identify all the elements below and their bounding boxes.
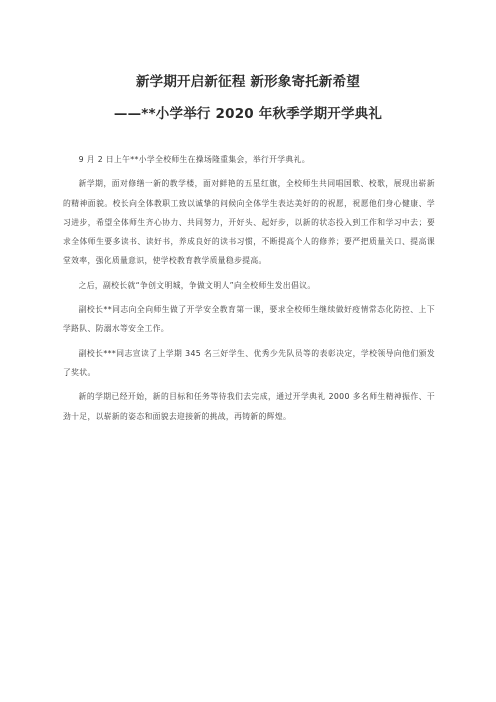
- paragraph: 副校长**同志向全向师生做了开学安全教育第一课，要求全校师生继续做好疫情常态化防控、上下学路队、防溺水等安全工作。: [63, 305, 435, 334]
- paragraph: 新学期，面对修缮一新的教学楼，面对鲜艳的五星红旗，全校师生共同唱国歌、校歌，展现出崭新的精神面貌。校长向全体教职工致以诚挚的问候向全体学生表达美好的的祝愿，祝愿他们身心健康、学习进步，希望全体师生齐心协力、共同努力，开好头、起好步，以新的状态投入到工作和学习中去；要求全体师生要多读书、读好书，养成良好的读书习惯，不断提高个人的修养；要严把质量关口、提高课堂效率，强化质量意识，使学校教育教学质量稳步提高。: [63, 179, 435, 266]
- paragraph: 之后，副校长就“争创文明城，争做文明人”向全校师生发出倡议。: [78, 280, 316, 290]
- paragraph: 新的学期已经开始，新的目标和任务等待我们去完成，通过开学典礼 2000 多名师生精神振作、干劲十足，以崭新的姿态和面貌去迎接新的挑战，再铸新的辉煌。: [63, 392, 435, 421]
- paragraph: 副校长***同志宣读了上学期 345 名三好学生、优秀少先队员等的表彰决定，学校领导向他们颁发了奖状。: [63, 348, 435, 377]
- document-body: [63, 150, 435, 431]
- document-subtitle: ——**小学举行 2020 年秋季学期开学典礼: [113, 106, 383, 122]
- document-title: 新学期开启新征程 新形象寄托新希望: [135, 74, 361, 90]
- paragraph: 9 月 2 日上午**小学全校师生在操场隆重集会，举行开学典礼。: [78, 155, 310, 164]
